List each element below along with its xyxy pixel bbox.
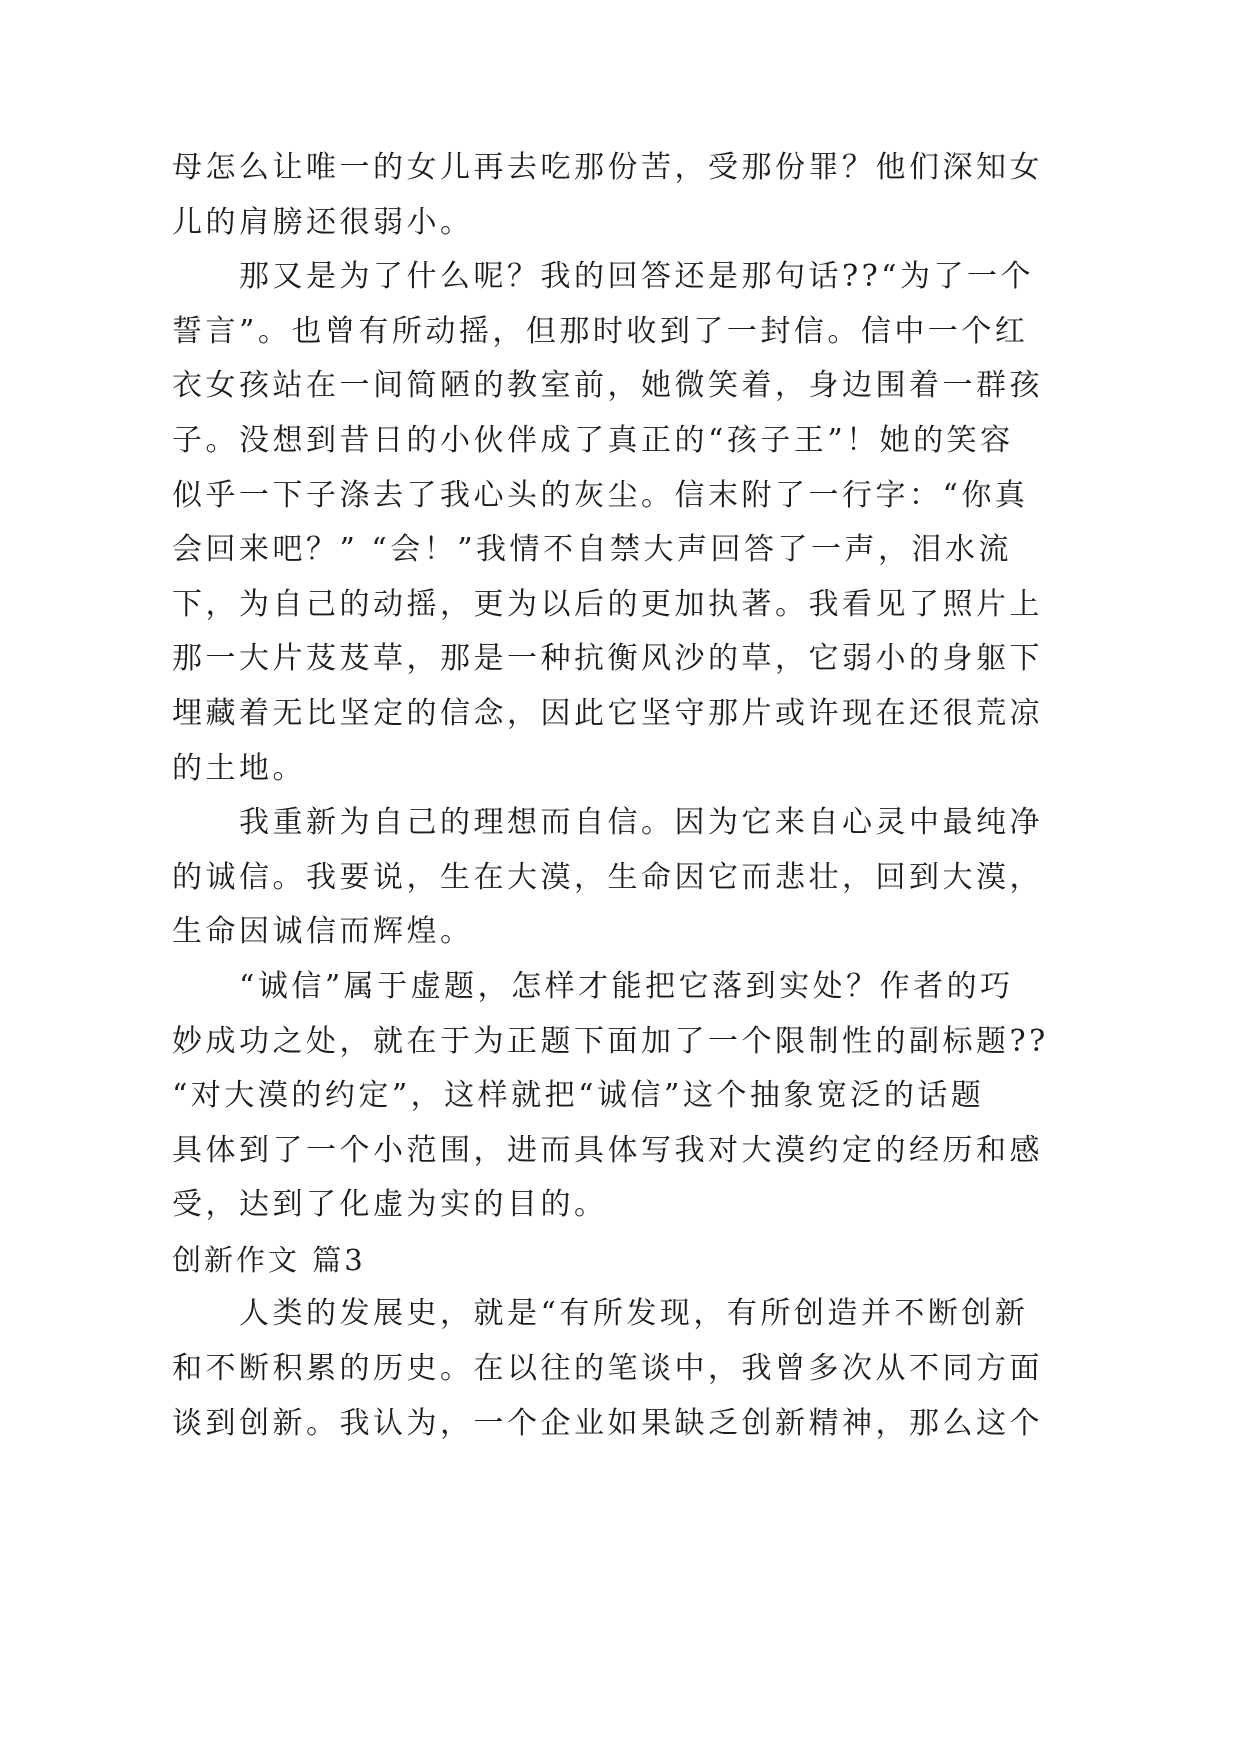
text-line: 埋藏着无比坚定的信念，因此它坚守那片或许现在还很荒凉 — [172, 695, 1043, 731]
text-line: 那一大片芨芨草，那是一种抗衡风沙的草，它弱小的身躯下 — [172, 641, 1043, 677]
text-line: 母怎么让唯一的女儿再去吃那份苦，受那份罪？他们深知女 — [172, 150, 1043, 185]
text-line: 衣女孩站在一间简陋的教室前，她微笑着，身边围着一群孩 — [172, 368, 1043, 404]
paragraph — [172, 1287, 1132, 1451]
paragraph — [172, 960, 1132, 1233]
text-line: 受，达到了化虚为实的目的。 — [172, 1187, 608, 1223]
text-line: 人类的发展史，就是“有所发现，有所创造并不断创新 — [239, 1296, 1029, 1332]
text-line: 那又是为了什么呢？我的回答还是那句话??“为了一个 — [239, 259, 1035, 295]
text-line: “诚信”属于虚题，怎样才能把它落到实处？作者的巧 — [239, 968, 1014, 1004]
paragraph — [172, 250, 1132, 796]
text-line: 具体到了一个小范围，进而具体写我对大漠约定的经历和感 — [172, 1132, 1043, 1168]
text-line: 的土地。 — [172, 750, 306, 786]
document-body — [172, 141, 1132, 1451]
text-line: 生命因诚信而辉煌。 — [172, 914, 474, 950]
text-line: “对大漠的约定”，这样就把“诚信”这个抽象宽泛的话题 — [172, 1078, 985, 1114]
text-line: 似乎一下子涤去了我心头的灰尘。信末附了一行字：“你真 — [172, 477, 1029, 513]
text-line: 下，为自己的动摇，更为以后的更加执著。我看见了照片上 — [172, 586, 1043, 622]
paragraph — [172, 796, 1132, 960]
text-line: 和不断积累的历史。在以往的笔谈中，我曾多次从不同方面 — [172, 1351, 1043, 1387]
text-line: 子。没想到昔日的小伙伴成了真正的“孩子王”！她的笑容 — [172, 422, 1014, 458]
text-line: 我重新为自己的理想而自信。因为它来自心灵中最纯净 — [239, 805, 1043, 841]
text-line: 儿的肩膀还很弱小。 — [172, 204, 474, 240]
text-line: 誓言”。也曾有所动摇，但那时收到了一封信。信中一个红 — [172, 313, 1029, 349]
text-line: 妙成功之处，就在于为正题下面加了一个限制性的副标题?? — [172, 1023, 1049, 1059]
section-heading: 创新作文 篇3 — [172, 1242, 366, 1277]
text-line: 谈到创新。我认为，一个企业如果缺乏创新精神，那么这个 — [172, 1405, 1043, 1441]
paragraph — [172, 141, 1132, 250]
text-line: 会回来吧？” “会！”我情不自禁大声回答了一声，泪水流 — [172, 532, 1013, 568]
text-line: 的诚信。我要说，生在大漠，生命因它而悲壮，回到大漠， — [172, 859, 1043, 895]
